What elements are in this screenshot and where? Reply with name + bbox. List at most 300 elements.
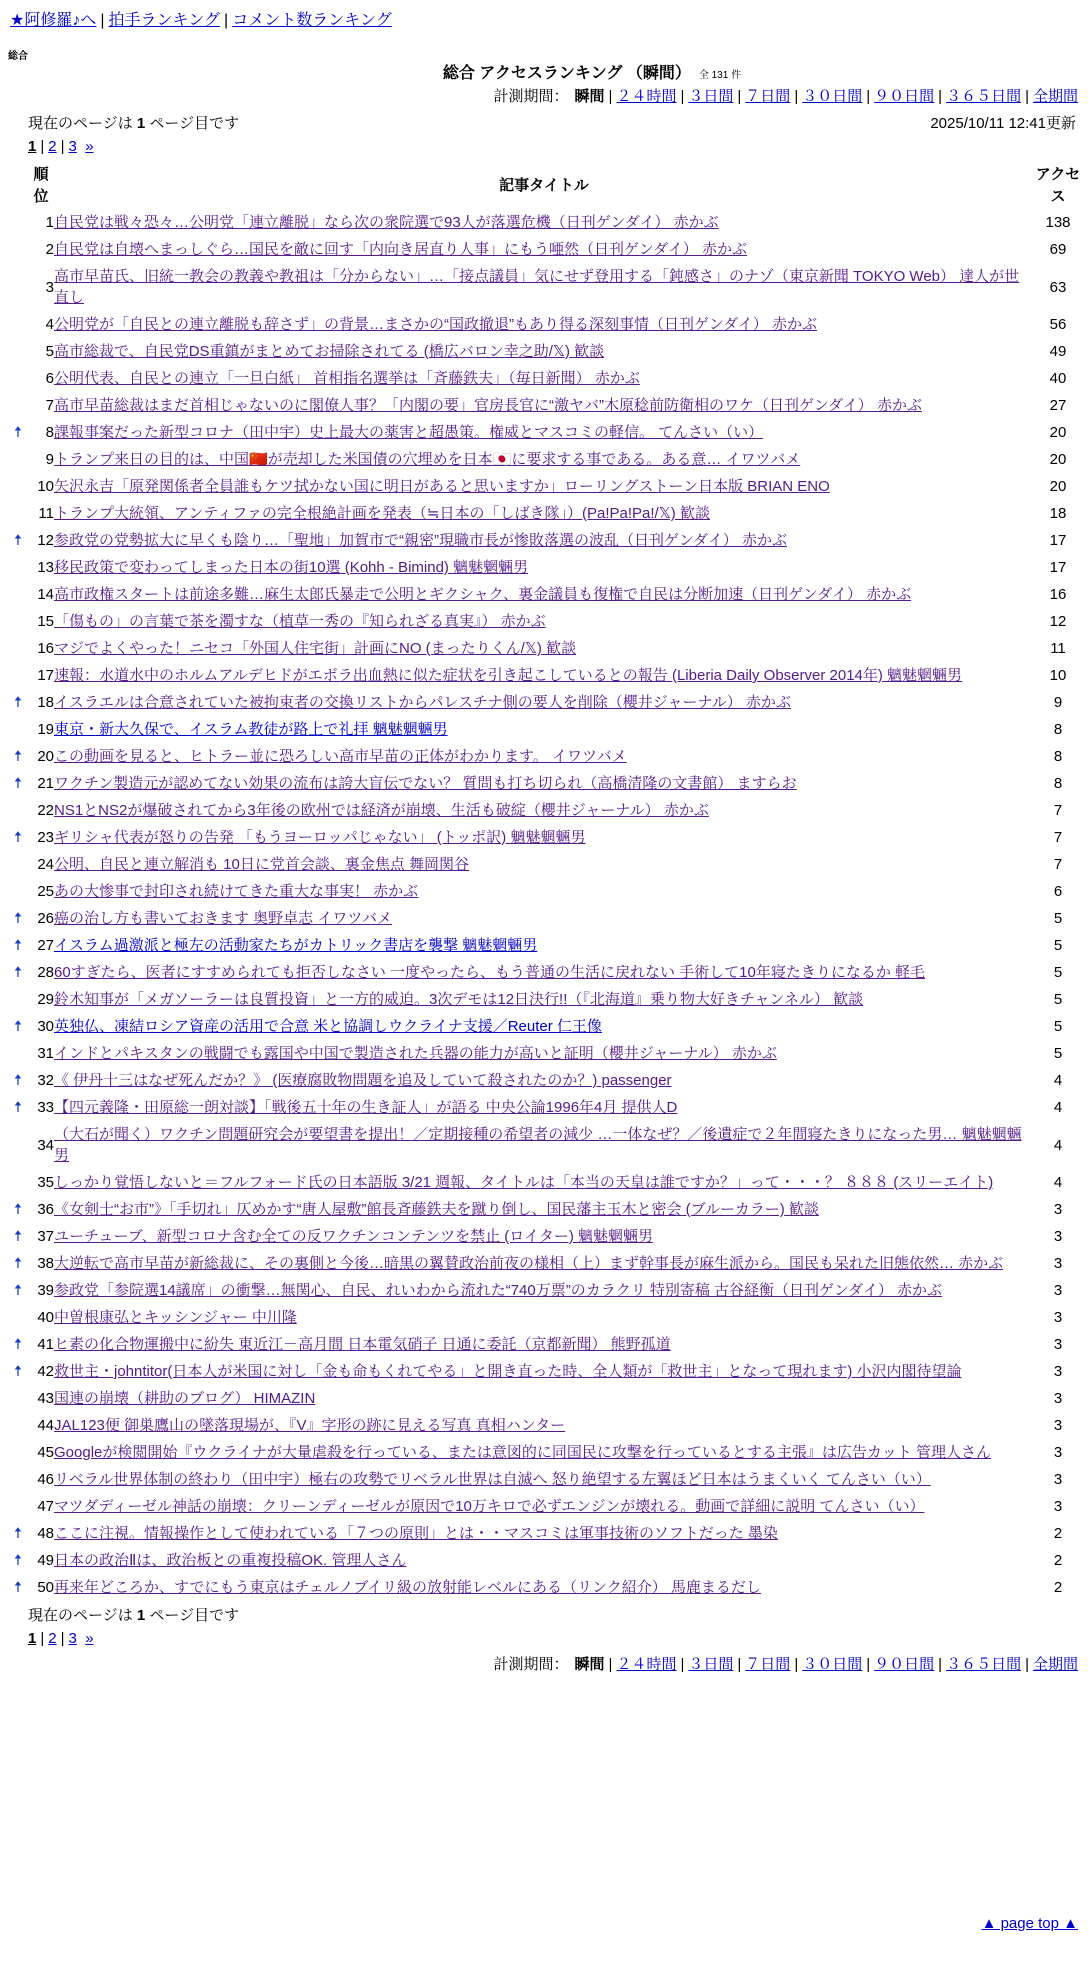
title-cell <box>54 527 1034 554</box>
rank-number: 2 <box>45 241 54 258</box>
access-count: 49 <box>1049 343 1067 360</box>
article-title-link[interactable]: 英独仏、凍結ロシア資産の活用で合意 米と協調しウクライナ支援／Reuter 仁王像 <box>54 1018 602 1035</box>
ranking-title-row <box>0 62 1088 88</box>
article-title-link[interactable]: ワクチン製造元が認めてない効果の流布は誇大盲伝でない？ 質問も打ち切られ（高橋清隆の文書館） ますらお <box>54 775 797 792</box>
header-rank: 順位 <box>33 166 49 205</box>
title-cell <box>54 1094 1034 1121</box>
rank-number: 42 <box>37 1363 54 1380</box>
table-row <box>8 1439 1082 1466</box>
article-title-link[interactable]: ギリシャ代表が怒りの告発 「もうヨーロッパじゃない」 (トッポ訳) 魑魅魍魎男 <box>54 829 586 846</box>
table-row <box>8 1574 1082 1601</box>
title-cell <box>54 905 1034 932</box>
article-title-link[interactable]: Googleが検閲開始『ウクライナが大量虐殺を行っている、または意図的に同国民に攻撃を行っているとする主張』は広告カット 管理人さん <box>54 1444 991 1461</box>
access-count: 4 <box>1053 1099 1063 1116</box>
rank-number: 25 <box>37 883 54 900</box>
title-cell <box>54 878 1034 905</box>
arrow-cell <box>8 716 28 743</box>
arrow-cell <box>8 1412 28 1439</box>
arrow-cell <box>8 209 28 236</box>
rank-number: 10 <box>37 478 54 495</box>
article-title-link[interactable]: 再来年どころか、すでにもう東京はチェルノブイリ級の放射能レベルにある（リンク紹介） 馬鹿まるだし <box>54 1579 761 1596</box>
access-count: 9 <box>1053 694 1063 711</box>
table-row <box>8 1094 1082 1121</box>
article-title-link[interactable]: 東京・新大久保で、イスラム教徒が路上で礼拝 魑魅魍魎男 <box>54 721 448 738</box>
period-current: 瞬間 <box>574 1656 605 1673</box>
arrow-cell <box>8 662 28 689</box>
article-title-link[interactable]: NS1とNS2が爆破されてから3年後の欧州では経済が崩壊、生活も破綻（櫻井ジャーナル） 赤かぶ <box>54 802 709 819</box>
access-count: 69 <box>1049 241 1067 258</box>
title-cell <box>54 797 1034 824</box>
table-row <box>8 338 1082 365</box>
access-count: 12 <box>1049 613 1067 630</box>
article-title-link[interactable]: 参政党「参院選14議席」の衝撃…無関心、自民、れいわから流れた“740万票”のカラクリ 特別寄稿 古谷経衡（日刊ゲンダイ） 赤かぶ <box>54 1282 943 1299</box>
access-count: 11 <box>1050 640 1066 657</box>
pager-bottom: 1 | 2 | 3 » <box>28 1630 94 1647</box>
rank-number: 43 <box>37 1390 54 1407</box>
period-link-7d[interactable]: ７日間 <box>745 88 791 105</box>
title-cell <box>54 1331 1034 1358</box>
rank-up-arrow-icon: 🠅 <box>13 775 23 792</box>
header-count: アクセス <box>1035 166 1081 205</box>
article-title-link[interactable]: 「傷もの」の言葉で茶を濁すな（植草一秀の『知られざる真実』） 赤かぶ <box>54 613 546 630</box>
table-row <box>8 878 1082 905</box>
rank-up-arrow-icon: 🠅 <box>13 910 23 927</box>
arrow-cell <box>8 851 28 878</box>
rank-number: 1 <box>45 214 54 231</box>
article-title-link[interactable]: 高市総裁で、自民党DS重鎮がまとめてお掃除されてる (橋広バロン幸之助/𝕏) 歓談 <box>54 343 605 360</box>
rank-up-arrow-icon: 🠅 <box>13 964 23 981</box>
article-title-link[interactable]: 大逆転で高市早苗が新総裁に、その裏側と今後…暗黒の翼賛政治前夜の様相（上）まず幹事長が麻生派から。国民も呆れた旧態依然… 赤かぶ <box>54 1255 1004 1272</box>
separator: | <box>224 12 229 29</box>
rank-number: 34 <box>37 1136 54 1154</box>
access-count: 5 <box>1053 991 1063 1008</box>
article-title-link[interactable]: 癌の治し方も書いておきます 奥野卓志 イワツバメ <box>54 910 393 927</box>
access-count: 20 <box>1049 451 1067 468</box>
article-title-link[interactable]: この動画を見ると、ヒトラー並に恐ろしい高市早苗の正体がわかります。 イワツバメ <box>54 748 627 765</box>
arrow-cell <box>8 554 28 581</box>
updated-timestamp: 2025/10/11 12:41更新 <box>930 115 1076 132</box>
period-link-365d[interactable]: ３６５日間 <box>946 88 1022 105</box>
access-count: 8 <box>1053 721 1063 738</box>
access-count: 63 <box>1049 278 1067 296</box>
current-page-info-top: 現在のページは 1 ページ目です <box>28 115 240 132</box>
article-title-link[interactable]: 60すぎたら、医者にすすめられても拒否しなさい 一度やったら、もう普通の生活に戻れない 手術して10年寝たきりになるか 軽毛 <box>54 964 926 981</box>
access-count: 4 <box>1053 1072 1063 1089</box>
period-link-all[interactable]: 全期間 <box>1032 1656 1078 1673</box>
rank-number: 13 <box>37 559 54 576</box>
article-title-link[interactable]: 日本の政治Ⅱは、政治板との重複投稿OK. 管理人さん <box>54 1552 407 1569</box>
rank-up-arrow-icon: 🠅 <box>13 1363 23 1380</box>
page-top-link[interactable]: ▲ page top ▲ <box>981 1915 1078 1932</box>
period-link-90d[interactable]: ９０日間 <box>874 88 935 105</box>
title-cell <box>54 986 1034 1013</box>
rank-number: 26 <box>37 910 54 927</box>
arrow-cell <box>8 986 28 1013</box>
access-count: 2 <box>1053 1552 1063 1569</box>
title-cell <box>54 1466 1034 1493</box>
table-row <box>8 689 1082 716</box>
pager-link-page-3[interactable]: 3 <box>68 138 77 155</box>
table-row <box>8 554 1082 581</box>
access-count: 7 <box>1053 856 1063 873</box>
access-count: 5 <box>1053 937 1063 954</box>
rank-number: 30 <box>37 1018 54 1035</box>
article-title-link[interactable]: イスラム過激派と極左の活動家たちがカトリック書店を襲撃 魑魅魍魎男 <box>54 937 538 954</box>
title-cell <box>54 473 1034 500</box>
article-title-link[interactable]: JAL123便 御巣鷹山の墜落現場が、『V』字形の跡に見える写真 真相ハンター <box>54 1417 566 1434</box>
arrow-cell <box>8 1439 28 1466</box>
rank-up-arrow-icon: 🠅 <box>13 1525 23 1542</box>
title-cell <box>54 1547 1034 1574</box>
access-count: 4 <box>1053 1174 1063 1191</box>
period-link-24h[interactable]: ２４時間 <box>616 1656 677 1673</box>
pager-current: 1 <box>28 138 37 155</box>
period-link-365d[interactable]: ３６５日間 <box>946 1656 1022 1673</box>
title-cell <box>54 1439 1034 1466</box>
rank-number: 41 <box>37 1336 54 1353</box>
title-cell <box>54 209 1034 236</box>
table-row <box>8 824 1082 851</box>
article-title-link[interactable]: リベラル世界体制の終わり（田中宇）極右の攻勢でリベラル世界は自滅へ 怒り絶望する左翼ほど日本はうまくいく てんさい（い） <box>54 1471 931 1488</box>
arrow-cell <box>8 635 28 662</box>
period-selector-bottom: 計測期間： 瞬間 | ２４時間 | ３日間 | ７日間 | ３０日間 | ９０日間 | ３６５日間 | 全期間 <box>493 1656 1078 1673</box>
article-title-link[interactable]: 参政党の党勢拡大に早くも陰り…「聖地」加賀市で“親密”現職市長が惨敗落選の波乱（日刊ゲンダイ） 赤かぶ <box>54 532 787 549</box>
rank-number: 39 <box>37 1282 54 1299</box>
rank-number: 46 <box>37 1471 54 1488</box>
access-count: 20 <box>1049 478 1067 495</box>
rank-up-arrow-icon: 🠅 <box>13 829 23 846</box>
access-count: 40 <box>1049 370 1067 387</box>
access-count: 3 <box>1053 1498 1063 1515</box>
title-cell <box>54 1358 1034 1385</box>
rank-number: 19 <box>37 721 54 738</box>
rank-number: 40 <box>37 1309 54 1326</box>
arrow-cell <box>8 1493 28 1520</box>
arrow-cell <box>8 311 28 338</box>
article-title-link[interactable]: 高市早苗総裁はまだ首相じゃないのに閣僚人事？「内閣の要」官房長官に“激ヤバ”木原稔前防衛相のワケ（日刊ゲンダイ） 赤かぶ <box>54 397 922 414</box>
article-title-link[interactable]: 自民党は自壊へまっしぐら…国民を敵に回す「内向き居直り人事」にもう唖然（日刊ゲンダイ） 赤かぶ <box>54 241 747 258</box>
article-title-link[interactable]: 自民党は戦々恐々…公明党「連立離脱」なら次の衆院選で93人が落選危機（日刊ゲンダイ） 赤かぶ <box>54 214 719 231</box>
table-row <box>8 581 1082 608</box>
header-title: 記事タイトル <box>499 177 589 194</box>
table-row <box>8 1493 1082 1520</box>
article-title-link[interactable]: 公明、自民と連立解消も 10日に党首会談、裏金焦点 舞岡関谷 <box>54 856 470 873</box>
rank-up-arrow-icon: 🠅 <box>13 1018 23 1035</box>
rank-number: 18 <box>37 694 54 711</box>
rank-number: 12 <box>37 532 54 549</box>
article-title-link[interactable]: 移民政策で変わってしまった日本の街10選 (Kohh - Bimind) 魑魅魍魎男 <box>54 559 529 576</box>
rank-up-arrow-icon: 🠅 <box>13 694 23 711</box>
pager-link-page-2[interactable]: 2 <box>48 138 57 155</box>
access-count: 16 <box>1049 586 1067 603</box>
article-title-link[interactable]: 鈴木知事が「メガソーラーは良質投資」と一方的威迫。3次デモは12日決行!!（『北海道』乗り物大好きチャンネル） 歓談 <box>54 991 864 1008</box>
article-title-link[interactable]: 課報事案だった新型コロナ（田中宇）史上最大の薬害と超愚策。権威とマスコミの軽信。 てんさい（い） <box>54 424 764 441</box>
rank-up-arrow-icon: 🠅 <box>13 1201 23 1218</box>
pager-current: 1 <box>28 1630 37 1647</box>
title-cell <box>54 716 1034 743</box>
article-title-link[interactable]: トランプ来日の目的は、中国🇨🇳が売却した米国債の穴埋めを日本🇯🇵に要求する事である。ある意… イワツバメ <box>54 451 801 468</box>
title-cell <box>54 770 1034 797</box>
rank-number: 5 <box>45 343 54 360</box>
rank-up-arrow-icon: 🠅 <box>13 1552 23 1569</box>
article-title-link[interactable]: インドとパキスタンの戦闘でも露国や中国で製造された兵器の能力が高いと証明（櫻井ジャーナル） 赤かぶ <box>54 1045 777 1062</box>
table-row <box>8 209 1082 236</box>
article-title-link[interactable]: 《 伊丹十三はなぜ死んだか？》 (医療腐敗物問題を追及していて殺されたのか？) passenger <box>54 1072 672 1089</box>
access-count: 3 <box>1053 1282 1063 1299</box>
access-count: 4 <box>1053 1136 1063 1154</box>
arrow-cell <box>8 500 28 527</box>
title-cell <box>54 581 1034 608</box>
title-cell <box>54 635 1034 662</box>
article-title-link[interactable]: しっかり覚悟しないと＝フルフォード氏の日本語版 3/21 週報、タイトルは「本当の天皇は誰ですか？」って・・・？ ８８８ (スリーエイト) <box>54 1174 994 1191</box>
article-title-link[interactable]: 速報：水道水中のホルムアルデヒドがエボラ出血熱に似た症状を引き起こしているとの報告 (Liberia Daily Observer 2014年) 魑魅魍魎男 <box>54 667 963 684</box>
access-count: 17 <box>1049 559 1067 576</box>
nav-link-clap-ranking[interactable]: 拍手ランキング <box>108 12 221 29</box>
period-link-30d[interactable]: ３０日間 <box>802 1656 863 1673</box>
title-cell <box>54 392 1034 419</box>
title-cell <box>54 365 1034 392</box>
table-row <box>8 1067 1082 1094</box>
current-page-info-bottom: 現在のページは 1 ページ目です <box>28 1607 240 1624</box>
title-cell <box>54 419 1034 446</box>
access-count: 5 <box>1053 1045 1063 1062</box>
article-title-link[interactable]: マツダディーゼル神話の崩壊：クリーンディーゼルが原因で10万キロで必ずエンジンが壊れる。動画で詳細に説明 てんさい（い） <box>54 1498 925 1515</box>
table-row <box>8 311 1082 338</box>
title-cell <box>54 263 1034 311</box>
table-row <box>8 1277 1082 1304</box>
rank-number: 48 <box>37 1525 54 1542</box>
period-link-24h[interactable]: ２４時間 <box>616 88 677 105</box>
pager-link-page-2[interactable]: 2 <box>48 1630 57 1647</box>
article-title-link[interactable]: ここに注視。情報操作として使われている「７つの原則」とは・・マスコミは軍事技術のソフトだった 墨染 <box>54 1525 778 1542</box>
rank-up-arrow-icon: 🠅 <box>13 1228 23 1245</box>
access-count: 3 <box>1053 1444 1063 1461</box>
pager-link-page-3[interactable]: 3 <box>68 1630 77 1647</box>
arrow-cell <box>8 581 28 608</box>
separator: | <box>100 12 105 29</box>
table-row <box>8 1520 1082 1547</box>
table-row <box>8 743 1082 770</box>
access-count: 3 <box>1053 1228 1063 1245</box>
arrow-cell <box>8 338 28 365</box>
table-row <box>8 473 1082 500</box>
table-row <box>8 392 1082 419</box>
rank-up-arrow-icon: 🠅 <box>13 1255 23 1272</box>
access-count: 7 <box>1053 802 1063 819</box>
article-title-link[interactable]: トランプ大統領、アンティファの完全根絶計画を発表（≒日本の「しばき隊」）(Pa!Pa!Pa!/𝕏) 歓談 <box>54 505 710 522</box>
period-selector-top: 計測期間： 瞬間 | ２４時間 | ３日間 | ７日間 | ３０日間 | ９０日間 | ３６５日間 | 全期間 <box>493 88 1078 105</box>
title-cell <box>54 1121 1034 1169</box>
arrow-cell <box>8 263 28 311</box>
table-row <box>8 716 1082 743</box>
article-title-link[interactable]: あの大惨事で封印され続けてきた重大な事実！ 赤かぶ <box>54 883 419 900</box>
access-count: 3 <box>1053 1309 1063 1326</box>
period-current: 瞬間 <box>574 88 605 105</box>
table-row <box>8 1223 1082 1250</box>
rank-number: 23 <box>37 829 54 846</box>
title-cell <box>54 1493 1034 1520</box>
table-row <box>8 1466 1082 1493</box>
category-label: 総合 <box>8 51 28 62</box>
article-title-link[interactable]: ヒ素の化合物運搬中に紛失 東近江－高月間 日本電気硝子 日通に委託（京都新聞） 熊野孤道 <box>54 1336 671 1353</box>
title-cell <box>54 1304 1034 1331</box>
title-cell <box>54 338 1034 365</box>
rank-number: 22 <box>37 802 54 819</box>
article-title-link[interactable]: イスラエルは合意されていた被拘束者の交換リストからパレスチナ側の要人を削除（櫻井ジャーナル） 赤かぶ <box>54 694 791 711</box>
title-cell <box>54 1040 1034 1067</box>
ranking-table <box>8 163 1082 1601</box>
title-cell <box>54 311 1034 338</box>
rank-number: 16 <box>37 640 54 657</box>
title-cell <box>54 446 1034 473</box>
title-cell <box>54 1520 1034 1547</box>
access-count: 20 <box>1049 424 1067 441</box>
table-row <box>8 797 1082 824</box>
period-link-3d[interactable]: ３日間 <box>688 88 734 105</box>
nav-link-asyura-home[interactable]: ★阿修羅♪へ <box>10 12 97 29</box>
arrow-cell <box>8 608 28 635</box>
arrow-cell <box>8 1121 28 1169</box>
rank-number: 37 <box>37 1228 54 1245</box>
table-row <box>8 770 1082 797</box>
table-row <box>8 662 1082 689</box>
arrow-cell <box>8 1385 28 1412</box>
period-label: 計測期間： <box>493 1656 569 1673</box>
period-label: 計測期間： <box>493 88 569 105</box>
rank-number: 17 <box>37 667 54 684</box>
arrow-cell <box>8 392 28 419</box>
table-row <box>8 1412 1082 1439</box>
table-row <box>8 365 1082 392</box>
arrow-cell <box>8 365 28 392</box>
table-row <box>8 959 1082 986</box>
table-row <box>8 446 1082 473</box>
table-row <box>8 608 1082 635</box>
page-title: 総合 アクセスランキング （瞬間） <box>442 65 691 82</box>
access-count: 3 <box>1053 1417 1063 1434</box>
period-link-90d[interactable]: ９０日間 <box>874 1656 935 1673</box>
rank-number: 9 <box>45 451 54 468</box>
table-row <box>8 236 1082 263</box>
access-count: 3 <box>1053 1255 1063 1272</box>
article-title-link[interactable]: マジでよくやった！ニセコ「外国人住宅街」計画にNO (まったりくん/𝕏) 歓談 <box>54 640 577 657</box>
access-count: 8 <box>1053 748 1063 765</box>
rank-up-arrow-icon: 🠅 <box>13 1099 23 1116</box>
title-cell <box>54 851 1034 878</box>
pager-next[interactable]: » <box>85 138 94 155</box>
table-row <box>8 1250 1082 1277</box>
table-row <box>8 527 1082 554</box>
access-count: 17 <box>1049 532 1067 549</box>
arrow-cell <box>8 473 28 500</box>
access-count: 2 <box>1053 1579 1063 1596</box>
title-cell <box>54 1250 1034 1277</box>
article-title-link[interactable]: 中曽根康弘とキッシンジャー 中川隆 <box>54 1309 297 1326</box>
rank-number: 8 <box>45 424 54 441</box>
rank-up-arrow-icon: 🠅 <box>13 1579 23 1596</box>
rank-number: 20 <box>37 748 54 765</box>
title-cell <box>54 1385 1034 1412</box>
period-link-all[interactable]: 全期間 <box>1032 88 1078 105</box>
access-count: 56 <box>1049 316 1067 333</box>
article-title-link[interactable]: 高市早苗氏、旧統一教会の教義や教祖は「分からない」…「接点議員」気にせず登用する「鈍感さ」のナゾ（東京新聞 TOKYO Web） 達人が世直し <box>54 268 1020 306</box>
article-title-link[interactable]: （大石が聞く）ワクチン問題研究会が要望書を提出！／定期接種の希望者の減少 …一体なぜ？／後遺症で２年間寝たきりになった男… 魑魅魍魎男 <box>54 1126 1022 1164</box>
title-cell <box>54 932 1034 959</box>
arrow-cell <box>8 1466 28 1493</box>
access-count: 8 <box>1053 775 1063 792</box>
table-row <box>8 1169 1082 1196</box>
title-cell <box>54 689 1034 716</box>
title-cell <box>54 608 1034 635</box>
access-count: 5 <box>1053 964 1063 981</box>
rank-number: 24 <box>37 856 54 873</box>
rank-number: 49 <box>37 1552 54 1569</box>
access-count: 27 <box>1049 397 1067 414</box>
access-count: 3 <box>1053 1390 1063 1407</box>
rank-number: 21 <box>37 775 54 792</box>
rank-number: 50 <box>37 1579 54 1596</box>
table-row <box>8 986 1082 1013</box>
nav-link-comment-ranking[interactable]: コメント数ランキング <box>232 12 392 29</box>
table-row <box>8 263 1082 311</box>
title-cell <box>54 1169 1034 1196</box>
title-cell <box>54 1013 1034 1040</box>
access-count: 5 <box>1053 1018 1063 1035</box>
period-link-30d[interactable]: ３０日間 <box>802 88 863 105</box>
title-cell <box>54 1412 1034 1439</box>
rank-number: 3 <box>45 278 54 296</box>
table-row <box>8 1331 1082 1358</box>
article-title-link[interactable]: 《女剣士“お市”》「手切れ」仄めかす“唐人屋敷”館長斉藤鉄夫を蹴り倒し、国民藩主玉木と密会 (ブルーカラー) 歓談 <box>54 1201 819 1218</box>
pager-top: 1 | 2 | 3 » <box>28 138 94 155</box>
pager-next[interactable]: » <box>85 1630 94 1647</box>
article-title-link[interactable]: ユーチューブ、新型コロナ含む全ての反ワクチンコンテンツを禁止 (ロイター) 魑魅魍魎男 <box>54 1228 653 1245</box>
title-cell <box>54 1574 1034 1601</box>
title-cell <box>54 662 1034 689</box>
article-title-link[interactable]: 国連の崩壊（耕助のブログ） HIMAZIN <box>54 1390 316 1407</box>
rank-up-arrow-icon: 🠅 <box>13 424 23 441</box>
article-title-link[interactable]: 救世主・johntitor(日本人が米国に対し「金も命もくれてやる」と開き直った時、全人類が「救世主」となって現れます) 小沢内閣待望論 <box>54 1363 962 1380</box>
rank-number: 31 <box>37 1045 54 1062</box>
access-count: 6 <box>1053 883 1063 900</box>
table-row <box>8 635 1082 662</box>
access-count: 3 <box>1053 1201 1063 1218</box>
table-row <box>8 1385 1082 1412</box>
table-row <box>8 1013 1082 1040</box>
title-cell <box>54 743 1034 770</box>
period-link-3d[interactable]: ３日間 <box>688 1656 734 1673</box>
arrow-cell <box>8 1040 28 1067</box>
rank-number: 44 <box>37 1417 54 1434</box>
article-title-link[interactable]: 矢沢永吉「原発関係者全員誰もケツ拭かない国に明日があると思いますか」ローリングストーン日本版 BRIAN ENO <box>54 478 830 495</box>
article-title-link[interactable]: 高市政権スタートは前途多難…麻生太郎氏暴走で公明とギクシャク、裏金議員も復権で自民は分断加速（日刊ゲンダイ） 赤かぶ <box>54 586 912 603</box>
access-count: 3 <box>1053 1336 1063 1353</box>
rank-number: 14 <box>37 586 54 603</box>
title-cell <box>54 1277 1034 1304</box>
access-count: 7 <box>1053 829 1063 846</box>
arrow-cell <box>8 1169 28 1196</box>
rank-up-arrow-icon: 🠅 <box>13 1282 23 1299</box>
rank-number: 7 <box>45 397 54 414</box>
title-cell <box>54 554 1034 581</box>
article-title-link[interactable]: 公明党が「自民との連立離脱も辞さず」の背景…まさかの“国政撤退”もあり得る深刻事情（日刊ゲンダイ） 赤かぶ <box>54 316 817 333</box>
rank-number: 45 <box>37 1444 54 1461</box>
period-link-7d[interactable]: ７日間 <box>745 1656 791 1673</box>
table-header-row <box>8 163 1082 209</box>
table-row <box>8 1358 1082 1385</box>
article-title-link[interactable]: 公明代表、自民との連立「一旦白紙」 首相指名選挙は「斉藤鉄夫」（毎日新聞） 赤かぶ <box>54 370 640 387</box>
article-title-link[interactable]: 【四元義隆・田原総一朗対談】「戦後五十年の生き証人」が語る 中央公論1996年4月 提供人D <box>54 1099 678 1116</box>
